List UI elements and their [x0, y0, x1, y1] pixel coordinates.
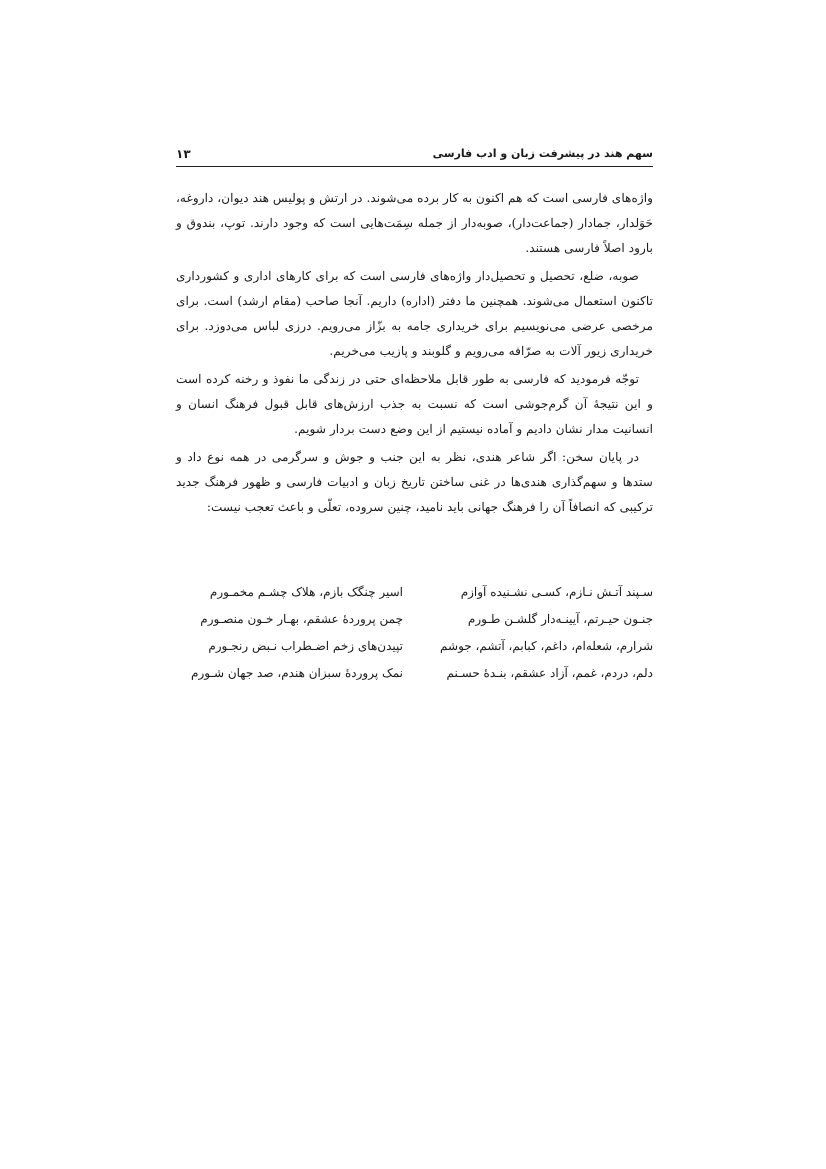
poem-hemistich-second: چمن پرورده‌ٔ عشقم، بهـار خـون منصـورم [200, 612, 403, 626]
paragraph-continuation: واژه‌های فارسی است که هم اکنون به کار برده می‌شوند. در ارتش و پولیس هند دیوان، داروغه، حَوَلدار، جمادار (جماعت‌دار)، صوبه‌دار از جمله سِمَت‌هایی است که وجود دارند. توپ، بندوق و بارود اصلاً فارسی هستند. [176, 191, 653, 255]
poem-hemistich-second: تپیدن‌های زخم اضـطراب نـبض رنجـورم [208, 639, 403, 653]
running-header-title: سهم هند در پیشرفت زبان و ادب فارسی [432, 147, 653, 160]
poem-verse [176, 634, 653, 661]
poem-hemistich-first: دلم، دردم، غمم، آزاد عشقم، بنـدهٔ حسـنم [446, 666, 653, 680]
poem-hemistich-second: اسیر چنگک بازم، هلاک چشـم مخمـورم [209, 585, 403, 599]
poem-hemistich-second: نمک پروردهٔ سبزان هندم، صد جهان شـورم [191, 666, 403, 680]
page-number: ۱۳ [176, 147, 191, 161]
poem-verse [176, 580, 653, 607]
poem-hemistich-first: سـپند آتـش نـازم، کسـی نشـنیده آوازم [460, 585, 653, 599]
paragraph-persian-influence: توجّه فرمودید که فارسی به طور قابل ملاحظه‌ای حتی در زندگی ما نفوذ و رخنه کرده است و این نتیجهٔ آن گرم‌جوشی است که نسبت به جذب ارزش‌های قابل قبول فرهنگ انسان و انسانیت مدار نشان دادیم و آماده نیستیم از این وضع دست بردار شویم. [176, 372, 653, 436]
poem [176, 580, 653, 688]
running-header [176, 146, 653, 167]
paragraph-conclusion: در پایان سخن: اگر شاعر هندی، نظر به این جنب و جوش و سرگرمی در همه نوع داد و ستدها و سهم‌گذاری هندی‌ها در غنی ساختن تاریخ زبان و ادبیات فارسی و ظهور فرهنگ جدید ترکیبی که انصافاً آن را فرهنگ جهانی باید نامید، چنین سروده، تعلّی و باعث تعجب نیست: [176, 450, 653, 514]
poem-hemistich-first: شرارم، شعله‌ام، داغم، کبابم، آتشم، جوشم [440, 639, 653, 653]
poem-verse [176, 607, 653, 634]
poem-hemistich-first: جنـون حیـرتم، آیینـه‌دار گلشـن طـورم [467, 612, 653, 626]
paragraph-administrative-words: صوبه، ضلع، تحصیل و تحصیل‌دار واژه‌های فارسی است که برای کارهای اداری و کشورداری تاکنون استعمال می‌شوند. همچنین ما دفتر (اداره) داریم. آنجا صاحب (مقام ارشد) است. برای مرخصی عرضی می‌نویسیم برای خریداری جامه به بزّاز می‌رویم. درزی لباس می‌دوزد. برای خریداری زیور آلات به صرّافه می‌رویم و گلوبند و پازیب می‌خریم. [176, 269, 653, 358]
poem-verse [176, 661, 653, 688]
body-text [176, 186, 653, 523]
